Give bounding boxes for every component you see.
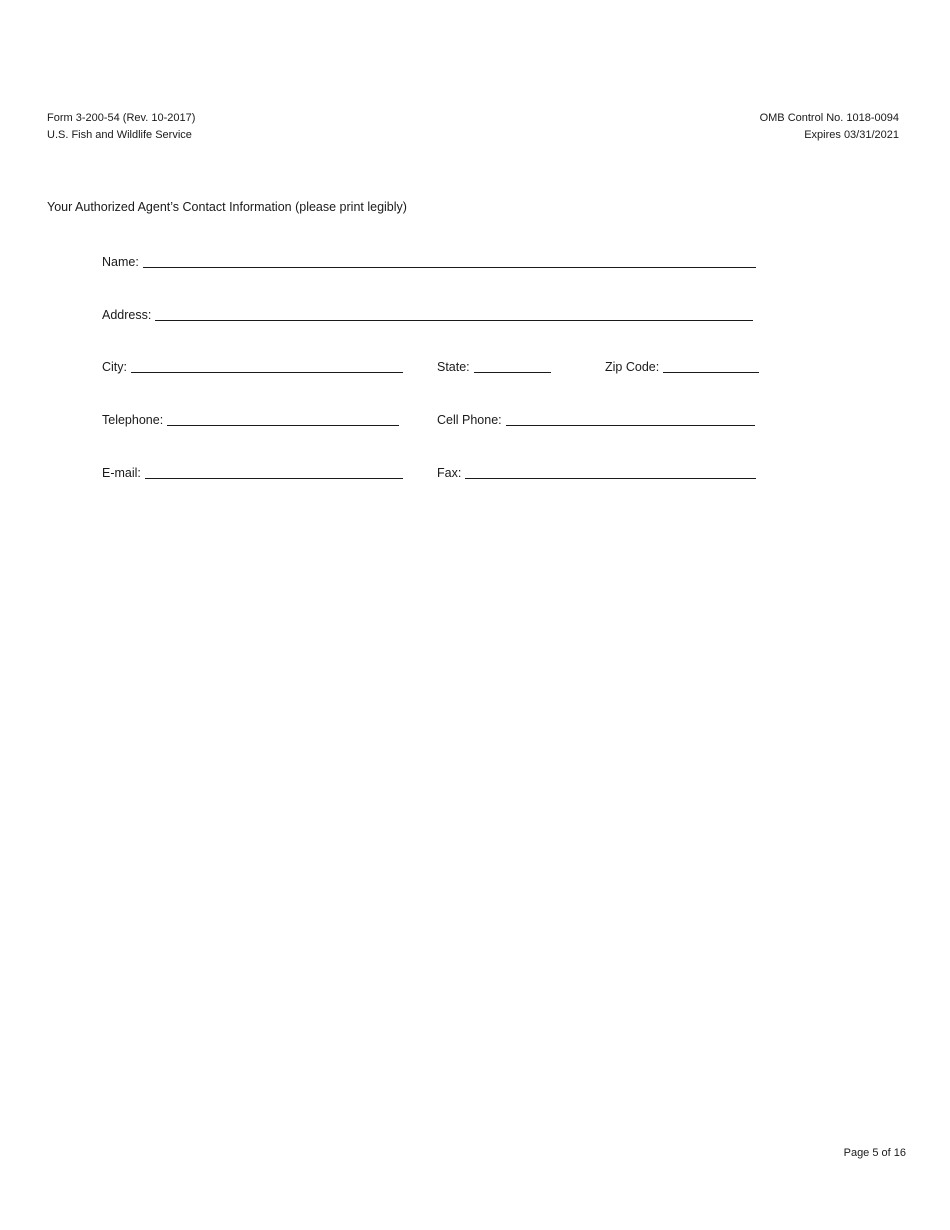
- telephone-field: [102, 408, 399, 428]
- email-field: [102, 461, 403, 481]
- telephone-input-line[interactable]: [167, 425, 399, 426]
- telephone-label: Telephone:: [102, 413, 164, 427]
- name-field: [102, 250, 756, 270]
- fax-field: [437, 461, 756, 481]
- name-input-line[interactable]: [143, 267, 756, 268]
- fax-input-line[interactable]: [465, 478, 756, 479]
- omb-control-number: OMB Control No. 1018-0094: [759, 112, 899, 124]
- state-field: [437, 355, 551, 375]
- cell-phone-input-line[interactable]: [506, 425, 755, 426]
- state-label: State:: [437, 360, 470, 374]
- fax-label: Fax:: [437, 466, 462, 480]
- city-label: City:: [102, 360, 127, 374]
- form-header-right: [760, 110, 899, 144]
- address-input-line[interactable]: [155, 320, 753, 321]
- city-field: [102, 355, 403, 375]
- name-label: Name:: [102, 255, 139, 269]
- cell-phone-field: [437, 408, 755, 428]
- cell-phone-label: Cell Phone:: [437, 413, 502, 427]
- form-number: Form 3-200-54 (Rev. 10-2017): [47, 112, 196, 124]
- agency-name: U.S. Fish and Wildlife Service: [47, 129, 192, 141]
- address-field: [102, 303, 753, 323]
- state-input-line[interactable]: [474, 372, 551, 373]
- page-number: Page 5 of 16: [843, 1147, 906, 1159]
- zip-code-input-line[interactable]: [663, 372, 759, 373]
- zip-code-field: [605, 355, 759, 375]
- section-heading: Your Authorized Agent’s Contact Information (please print legibly): [47, 200, 407, 214]
- address-label: Address:: [102, 308, 152, 322]
- expiration-date: Expires 03/31/2021: [804, 129, 899, 141]
- form-header-left: [47, 110, 195, 144]
- email-input-line[interactable]: [145, 478, 403, 479]
- zip-code-label: Zip Code:: [605, 360, 660, 374]
- email-label: E-mail:: [102, 466, 141, 480]
- city-input-line[interactable]: [131, 372, 403, 373]
